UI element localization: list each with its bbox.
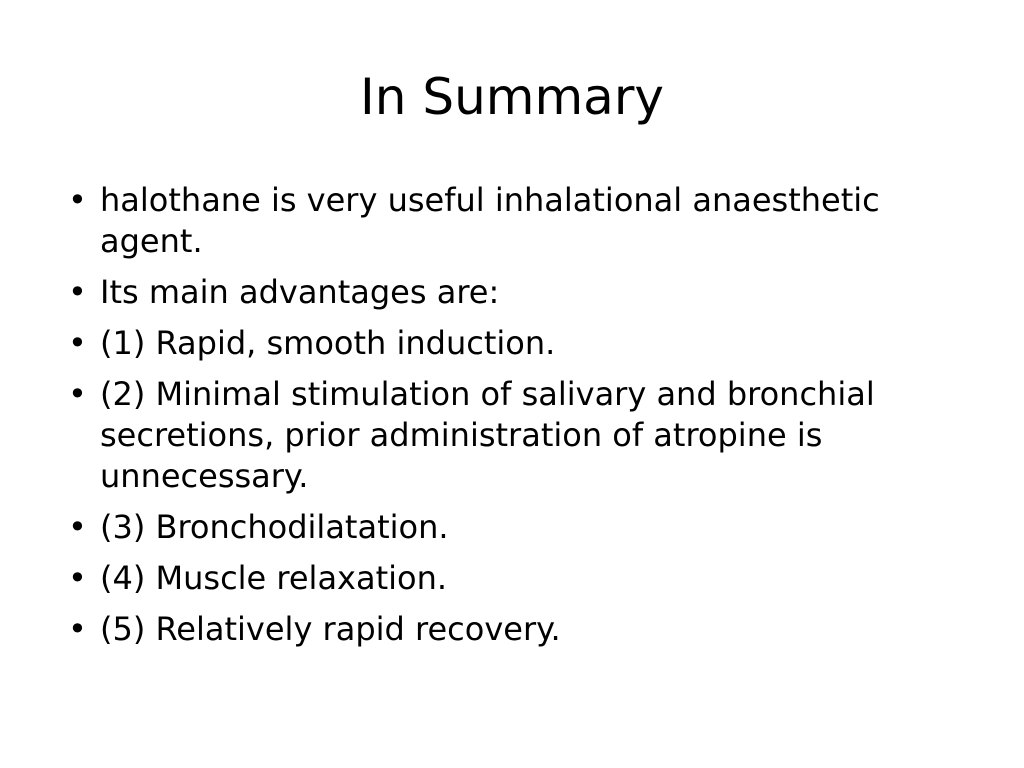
bullet-text: (3) Bronchodilatation.: [100, 508, 449, 546]
bullet-icon: •: [68, 181, 87, 219]
bullet-item: [68, 272, 968, 313]
bullet-item: [68, 507, 968, 548]
bullet-text: (2) Minimal stimulation of salivary and bronchial secretions, prior administration of atropine is unnecessary.: [100, 375, 875, 495]
bullet-text: (4) Muscle relaxation.: [100, 559, 448, 597]
bullet-icon: •: [68, 324, 87, 362]
bullet-item: [68, 374, 968, 497]
bullet-icon: •: [68, 610, 87, 648]
bullet-item: [68, 609, 968, 650]
bullet-item: [68, 558, 968, 599]
bullet-list: [68, 180, 968, 660]
bullet-text: (1) Rapid, smooth induction.: [100, 324, 556, 362]
bullet-text: Its main advantages are:: [100, 273, 500, 311]
bullet-icon: •: [68, 273, 87, 311]
bullet-icon: •: [68, 508, 87, 546]
slide-title: In Summary: [360, 68, 664, 126]
bullet-item: [68, 323, 968, 364]
bullet-text: halothane is very useful inhalational anaesthetic agent.: [100, 181, 880, 260]
bullet-icon: •: [68, 375, 87, 413]
bullet-icon: •: [68, 559, 87, 597]
bullet-text: (5) Relatively rapid recovery.: [100, 610, 561, 648]
bullet-item: [68, 180, 968, 262]
